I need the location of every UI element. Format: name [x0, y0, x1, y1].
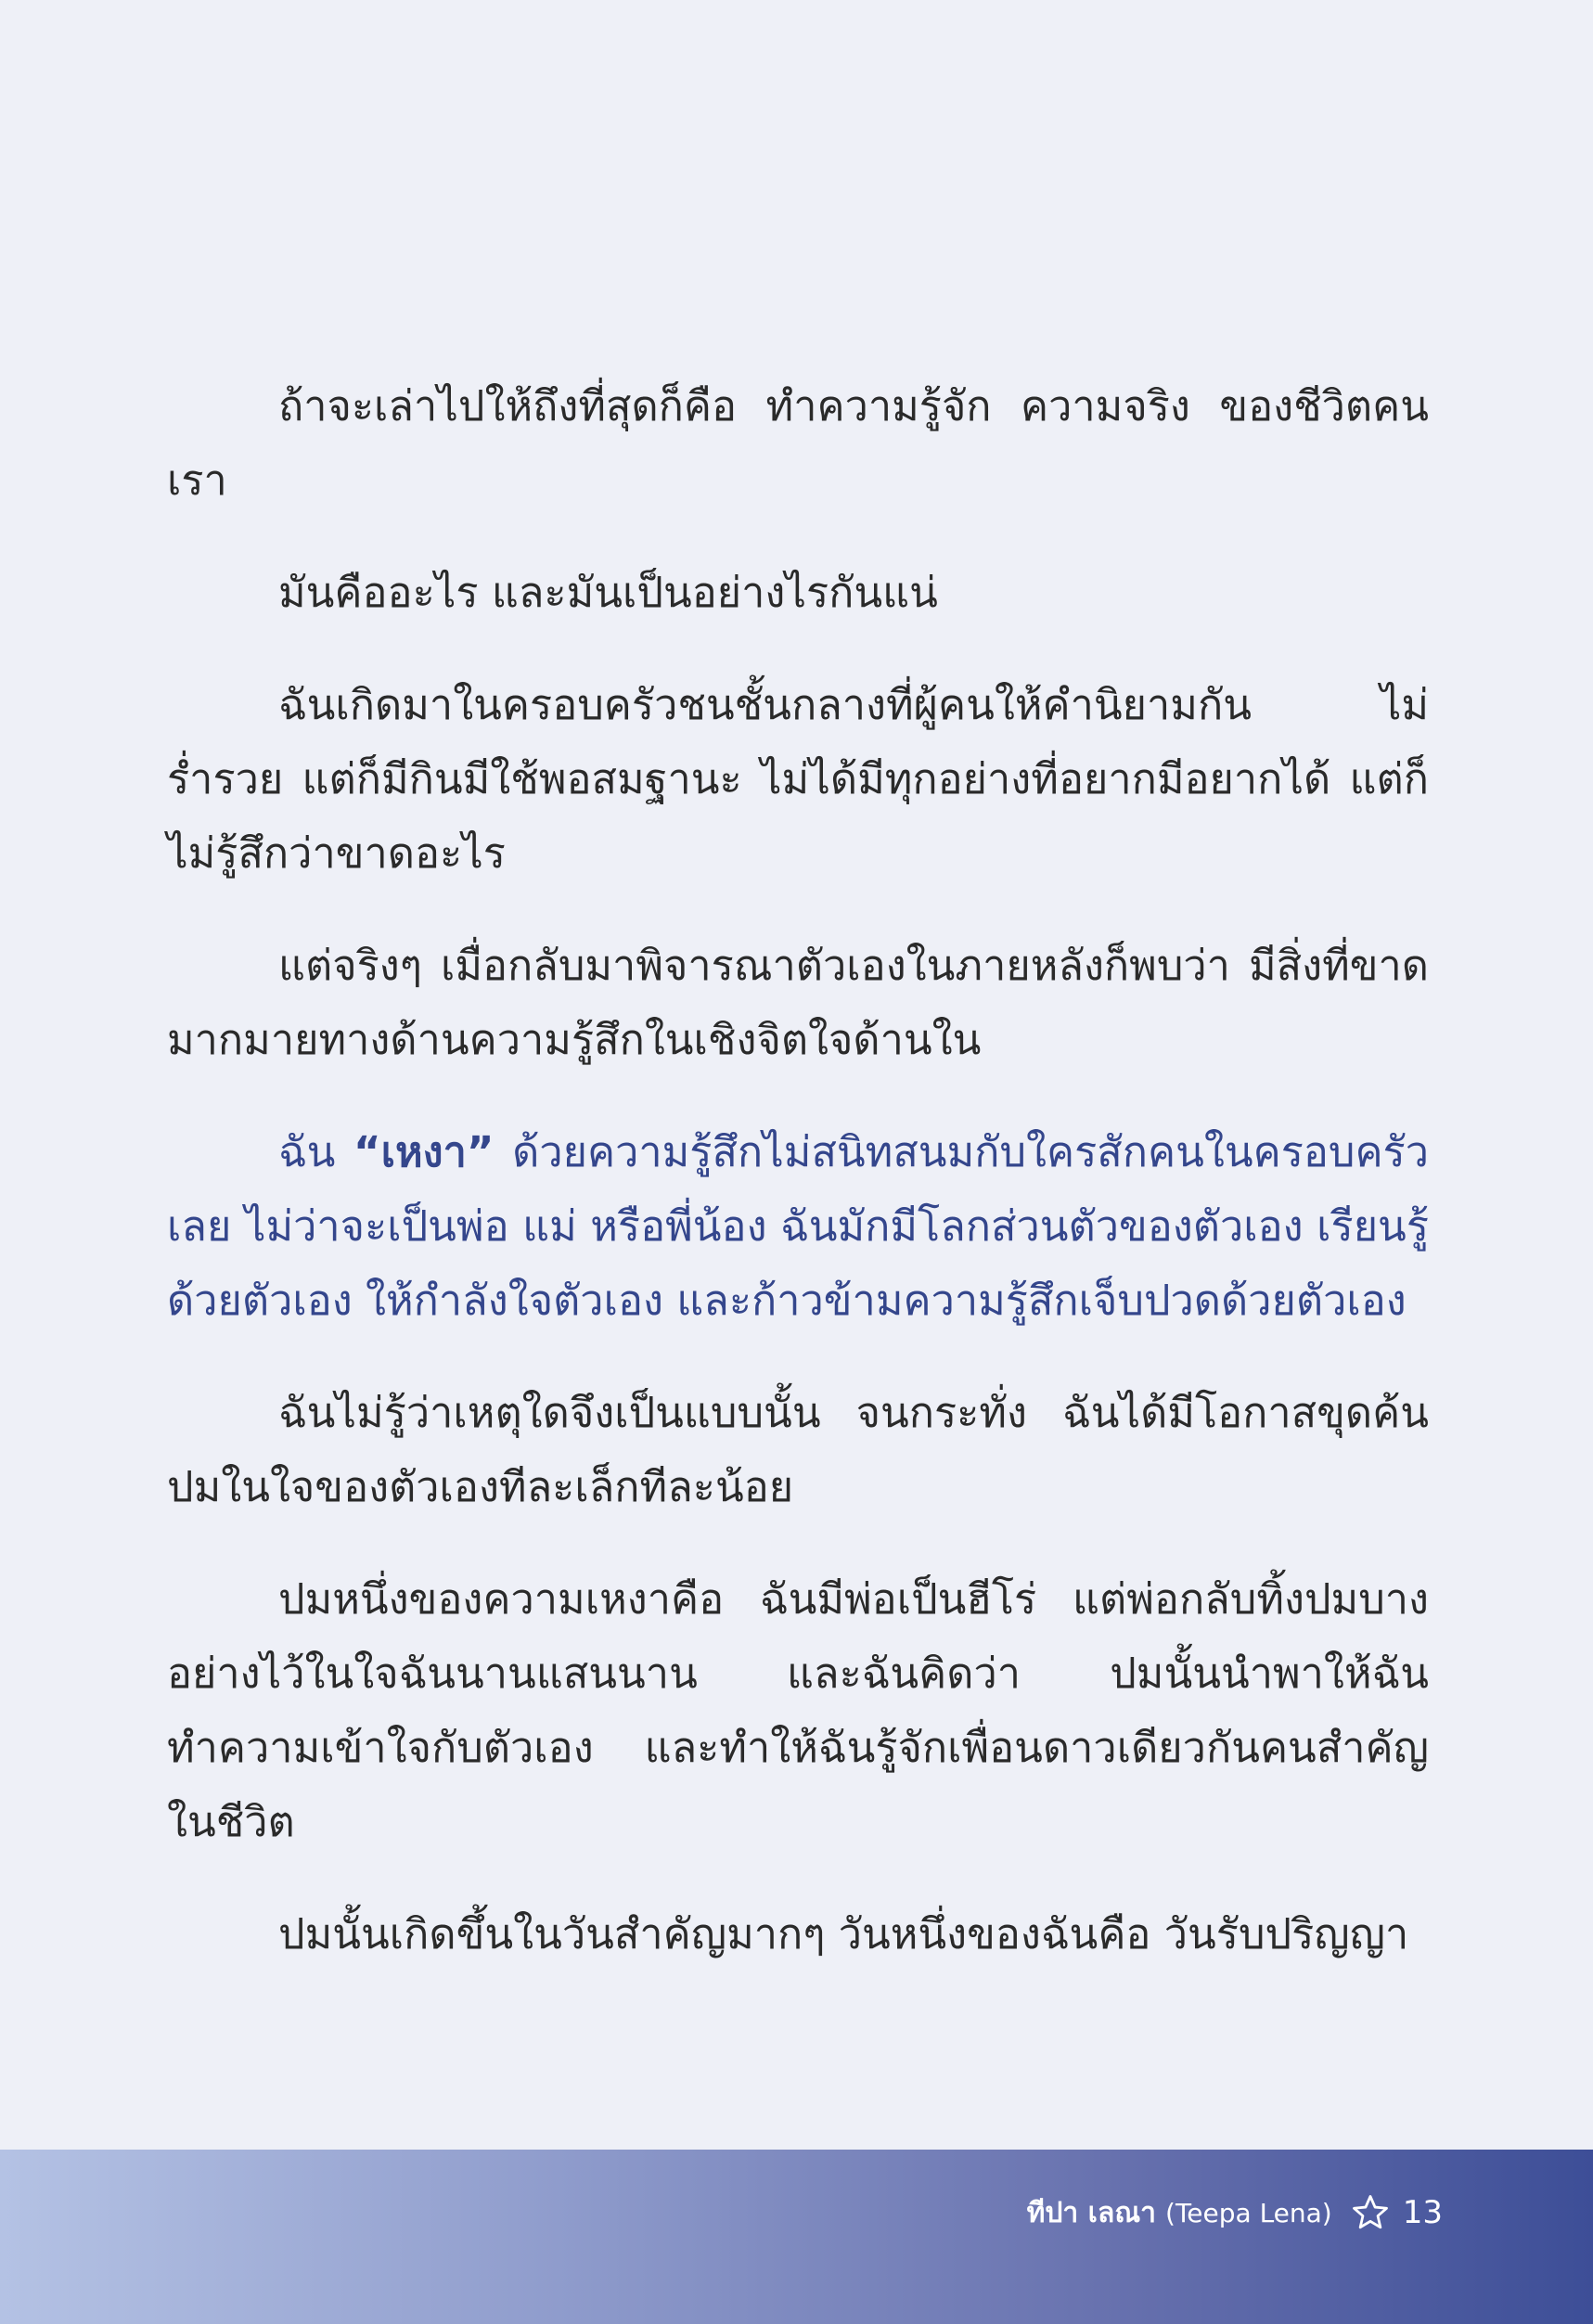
footer-info: [1027, 2185, 1443, 2241]
paragraph-6: ฉันไม่รู้ว่าเหตุใดจึงเป็นแบบนั้น จนกระทั่ง ฉันได้มีโอกาสขุดค้นปมในใจของตัวเองทีละเล็กทีละน้อย: [167, 1388, 1429, 1511]
paragraph-2: มันคืออะไร และมันเป็นอย่างไรกันแน่: [278, 568, 938, 617]
footer-author-latin: (Teepa Lena): [1165, 2197, 1332, 2228]
paragraph-3: ฉันเกิดมาในครอบครัวชนชั้นกลางที่ผู้คนให้คำนิยามกัน ไม่ร่ำรวย แต่ก็มีกินมีใช้พอสมฐานะ ไม่ได้มีทุกอย่างที่อยากมีอยากได้ แต่ก็ไม่รู้สึกว่าขาดอะไร: [167, 680, 1429, 878]
paragraph-4: แต่จริงๆ เมื่อกลับมาพิจารณาตัวเองในภายหลังก็พบว่า มีสิ่งที่ขาดมากมายทางด้านความรู้สึกในเชิงจิตใจด้านใน: [167, 941, 1429, 1064]
page-body: [167, 369, 1429, 2009]
page-number: 13: [1402, 2194, 1443, 2231]
highlight-rest: ด้วยความรู้สึกไม่สนิทสนมกับใครสักคนในครอบครัวเลย ไม่ว่าจะเป็นพ่อ แม่ หรือพี่น้อง ฉันมักมีโลกส่วนตัวของตัวเอง เรียนรู้ด้วยตัวเอง ให้กำลังใจตัวเอง และก้าวข้ามความรู้สึกเจ็บปวดด้วยตัวเอง: [167, 1127, 1429, 1325]
paragraph-8: ปมนั้นเกิดขึ้นในวันสำคัญมากๆ วันหนึ่งของฉันคือ วันรับปริญญา: [278, 1909, 1409, 1958]
highlight-lead: ฉัน: [278, 1127, 354, 1176]
star-outline-icon: [1351, 2193, 1390, 2232]
paragraph-1: ถ้าจะเล่าไปให้ถึงที่สุดก็คือ ทำความรู้จัก ความจริง ของชีวิตคนเรา: [167, 381, 1429, 505]
footer-band: [0, 2150, 1593, 2324]
footer-author: ทีปา เลณา: [1026, 2196, 1157, 2229]
paragraph-7: ปมหนึ่งของความเหงาคือ ฉันมีพ่อเป็นฮีโร่ แต่พ่อกลับทิ้งปมบางอย่างไว้ในใจฉันนานแสนนาน และฉันคิดว่า ปมนั้นนำพาให้ฉันทำความเข้าใจกับตัวเอง และทำให้ฉันรู้จักเพื่อนดาวเดียวกันคนสำคัญในชีวิต: [167, 1574, 1429, 1846]
highlight-paragraph: [167, 1115, 1429, 1338]
highlight-emphasis: “เหงา”: [353, 1127, 495, 1176]
